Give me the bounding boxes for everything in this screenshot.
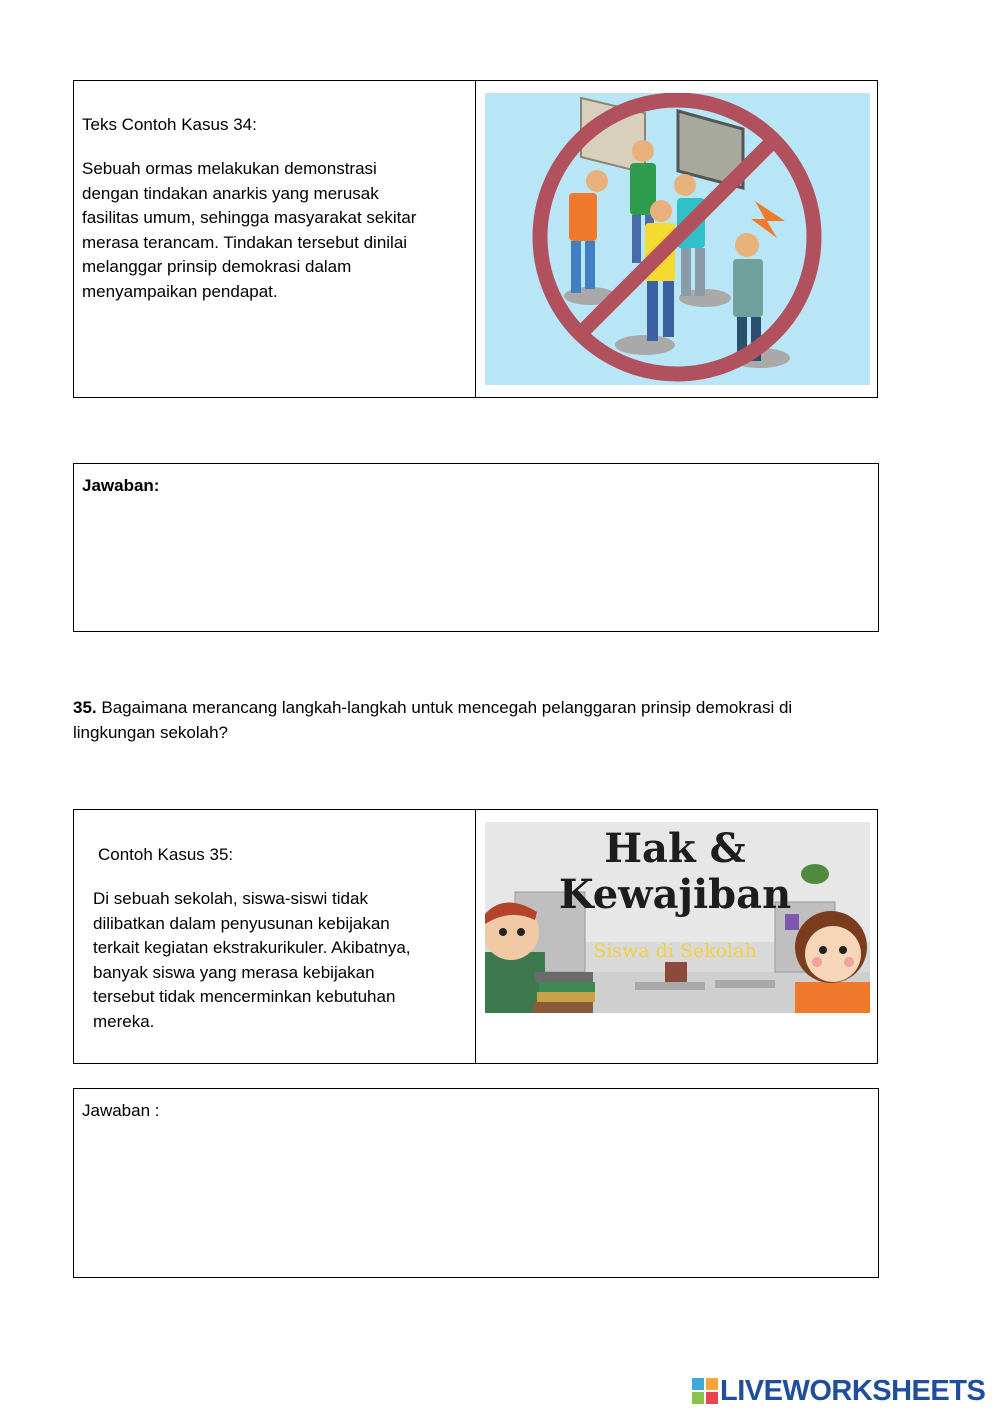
case-35-line: tersebut tidak mencerminkan kebutuhan (93, 987, 396, 1006)
answer-34-label: Jawaban: (82, 476, 160, 495)
watermark-text: LIVEWORKSHEETS (720, 1375, 986, 1407)
case-35-line: mereka. (93, 1011, 155, 1031)
question-35-text: Bagaimana merancang langkah-langkah untuk mencegah pelanggaran prinsip demokrasi di (101, 698, 793, 717)
case-34-line: merasa terancam. Tindakan tersebut dinilai (82, 232, 408, 252)
case-34-heading: Teks Contoh Kasus 34: (82, 115, 257, 134)
no-anarchy-illustration (485, 93, 870, 385)
protest-prohibited-icon (485, 93, 870, 385)
rights-duties-illustration (485, 822, 870, 1013)
case-34-line: Sebuah ormas melakukan demonstrasi (82, 159, 377, 178)
case-34-line: melanggar prinsip demokrasi dalam (82, 257, 352, 276)
liveworksheets-logo (692, 1374, 992, 1408)
case-35-body (93, 887, 463, 1034)
image-title (555, 826, 795, 918)
case-34-line: dengan tindakan anarkis yang merusak (82, 183, 379, 203)
table-divider (475, 81, 476, 397)
answer-35-box[interactable] (73, 1088, 879, 1278)
image-title-line: Hak & (604, 825, 746, 872)
liveworksheets-grid-icon (692, 1378, 718, 1404)
case-34-line: menyampaikan pendapat. (82, 281, 278, 301)
case-35-heading: Contoh Kasus 35: (98, 845, 234, 864)
table-divider (475, 810, 476, 1063)
answer-34-box[interactable] (73, 463, 879, 632)
image-title-line: Kewajiban (558, 871, 792, 918)
image-subtitle: Siswa di Sekolah (593, 940, 757, 962)
question-35 (73, 696, 933, 745)
question-35-text-cont: lingkungan sekolah? (73, 722, 229, 742)
question-35-number: 35. (73, 698, 97, 717)
case-35-line: terkait kegiatan ekstrakurikuler. Akibatnya, (93, 938, 411, 957)
case-34-body (82, 157, 462, 304)
case-35-line: dilibatkan dalam penyusunan kebijakan (93, 913, 390, 933)
case-35-line: banyak siswa yang merasa kebijakan (93, 962, 375, 982)
case-35-line: Di sebuah sekolah, siswa-siswi tidak (93, 889, 368, 908)
case-34-line: fasilitas umum, sehingga masyarakat sekitar (82, 208, 417, 227)
answer-35-label: Jawaban : (82, 1101, 160, 1120)
